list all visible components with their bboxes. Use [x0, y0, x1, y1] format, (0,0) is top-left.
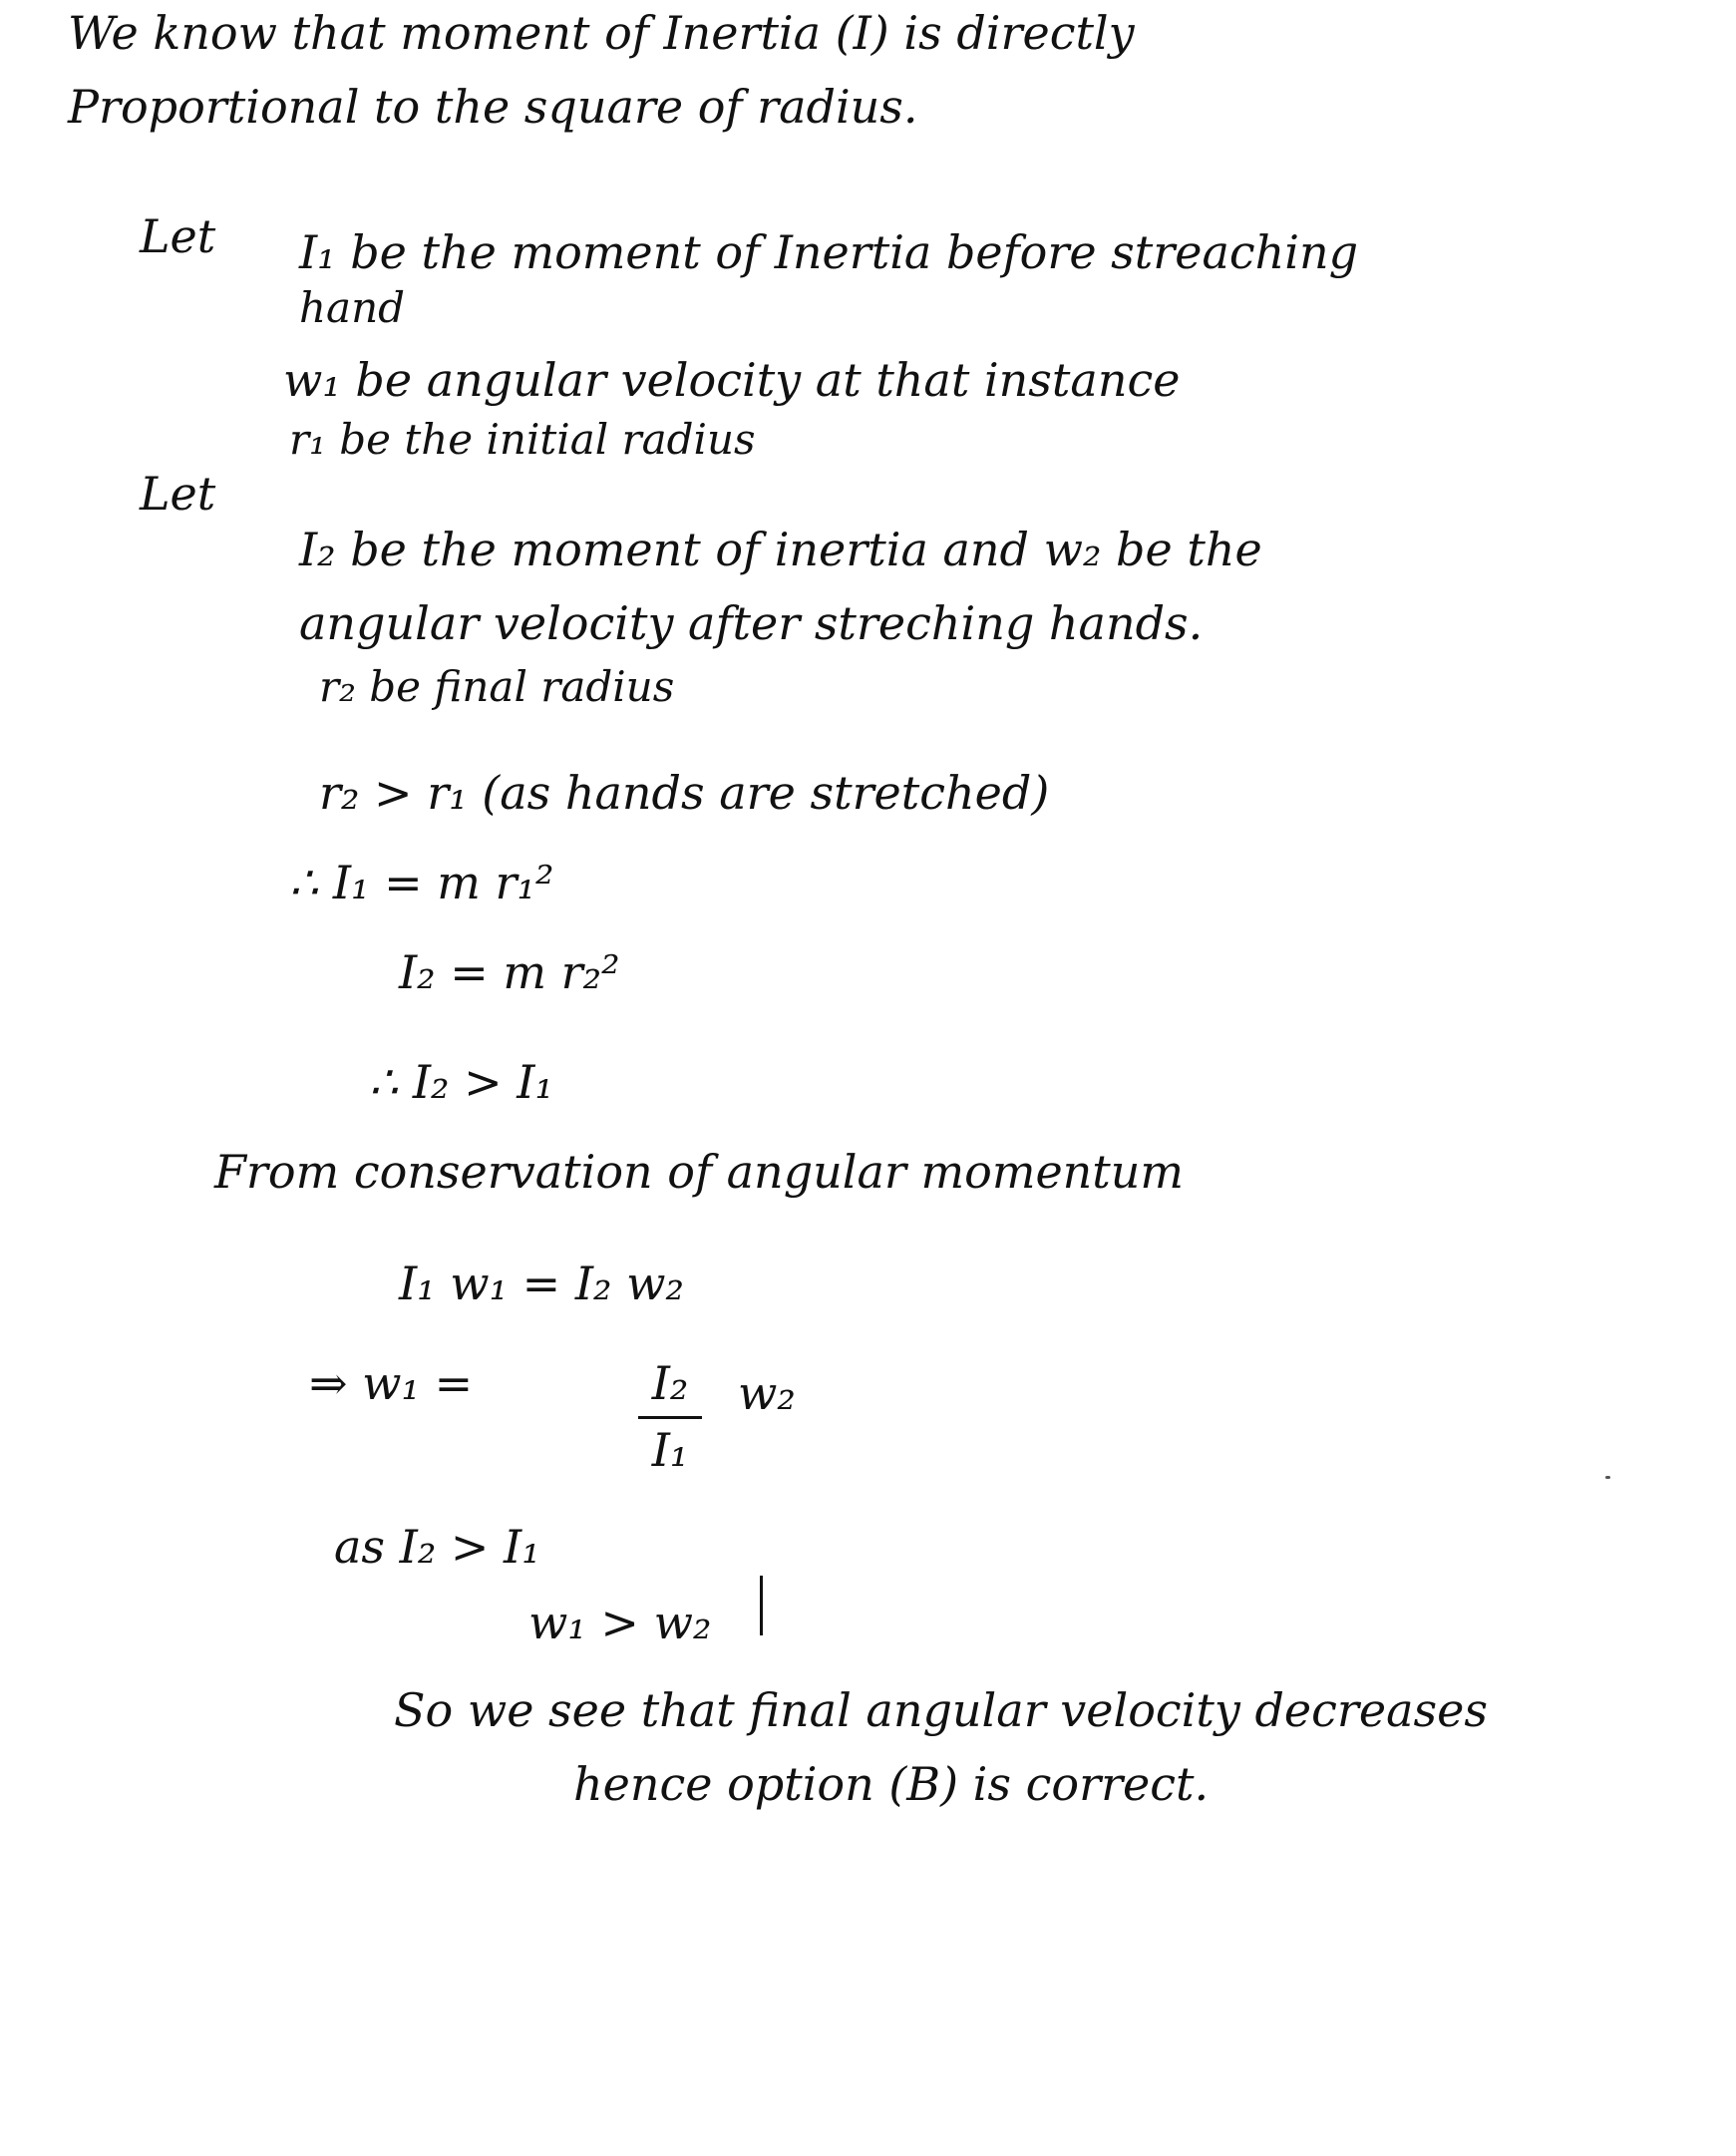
definition-I1-continued: hand [299, 283, 406, 332]
let-label-1: Let [140, 209, 216, 263]
fraction-bar [638, 1416, 702, 1419]
intro-line-2: Proportional to the square of radius. [68, 80, 918, 134]
angular-velocity-comparison: w₁ > w₂ [528, 1596, 712, 1649]
as-inertia-comparison: as I₂ > I₁ [334, 1520, 540, 1574]
equation-w1-suffix: w₂ [738, 1366, 796, 1420]
fraction-numerator: I₂ [651, 1356, 689, 1410]
equation-I1: ∴ I₁ = m r₁² [289, 856, 554, 909]
definition-r1: r₁ be the initial radius [289, 415, 756, 464]
equation-I2: I₂ = m r₂² [399, 945, 620, 999]
fraction-I2-over-I1 [638, 1356, 702, 1477]
definition-w1: w₁ be angular velocity at that instance [283, 353, 1181, 407]
equation-momentum: I₁ w₁ = I₂ w₂ [399, 1257, 684, 1310]
radius-comparison: r₂ > r₁ (as hands are stretched) [319, 766, 1050, 820]
equation-w1-prefix: ⇒ w₁ = [309, 1356, 474, 1410]
definition-I1: I₁ be the moment of Inertia before streaching [299, 225, 1359, 279]
pen-stroke-mark [760, 1576, 763, 1635]
definition-I2: I₂ be the moment of inertia and w₂ be the [299, 523, 1262, 576]
conservation-heading: From conservation of angular momentum [214, 1145, 1185, 1199]
conclusion-line-1: So we see that final angular velocity decreases [394, 1683, 1488, 1737]
definition-r2: r₂ be final radius [319, 662, 675, 711]
let-label-2: Let [140, 467, 216, 521]
fraction-denominator: I₁ [651, 1423, 689, 1477]
definition-I2-continued: angular velocity after streching hands. [299, 596, 1204, 650]
paper-speck [1605, 1476, 1610, 1479]
intro-line-1: We know that moment of Inertia (I) is directly [68, 6, 1135, 60]
conclusion-line-2: hence option (B) is correct. [573, 1757, 1210, 1811]
inertia-comparison: ∴ I₂ > I₁ [369, 1055, 553, 1109]
